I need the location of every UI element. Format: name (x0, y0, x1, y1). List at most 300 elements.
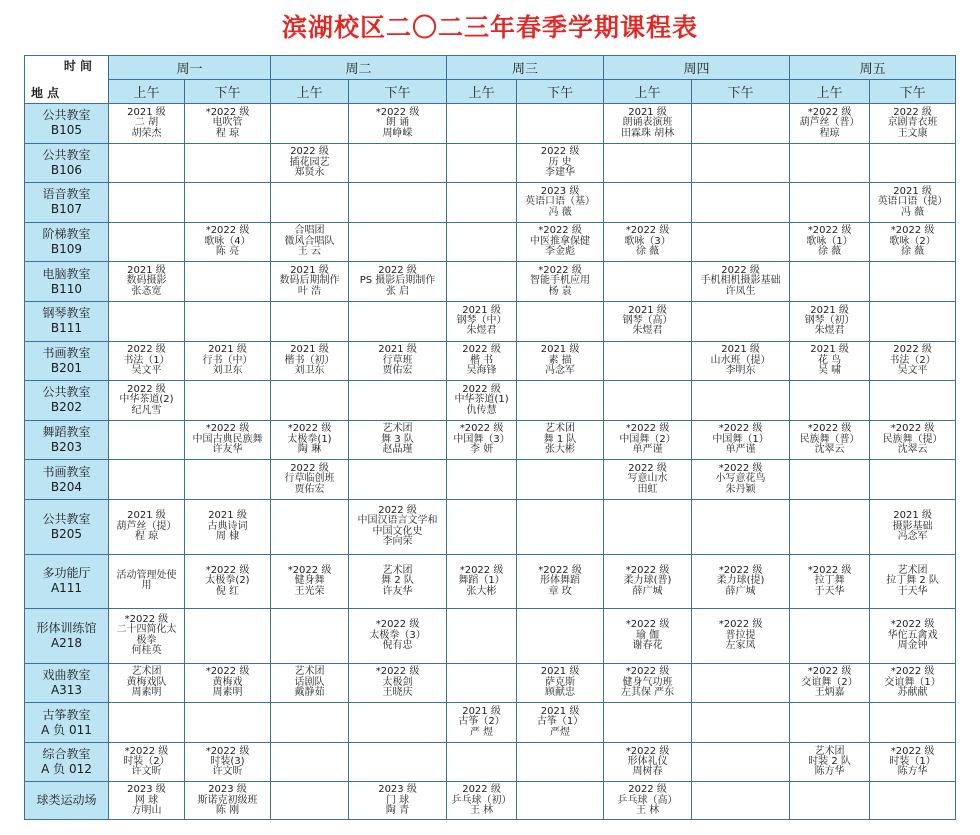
course-line: 电吹管 (212, 117, 243, 129)
course-line: 严煜 (550, 726, 571, 738)
course-line: 2022 级 (462, 784, 501, 796)
course-cell (185, 663, 271, 703)
course-cell (271, 554, 349, 609)
course-line: 太极拳(1) (287, 433, 332, 445)
course-cell (870, 663, 956, 703)
course-line: 仇传慧 (466, 404, 497, 416)
course-cell (109, 262, 185, 302)
course-line: *2022 级 (375, 666, 420, 678)
course-cell (790, 341, 870, 381)
course-line: 二十四简化太 (116, 624, 177, 636)
room-cell (25, 301, 109, 341)
course-line: 陈 刚 (215, 804, 240, 816)
room-label: B202 (50, 400, 83, 415)
course-cell (109, 143, 185, 183)
course-cell (604, 143, 692, 183)
course-line: 艺术团 (814, 745, 845, 757)
course-cell (517, 460, 604, 500)
course-line: 李建华 (545, 167, 576, 179)
course-cell (447, 782, 517, 820)
course-line: 许文昕 (212, 766, 243, 778)
course-cell (349, 460, 447, 500)
course-line: 左其保 严东 (620, 687, 675, 699)
course-line: 2022 级 (628, 784, 667, 796)
room-label: B105 (50, 123, 83, 138)
course-cell (604, 554, 692, 609)
course-line: 吴文平 (131, 365, 162, 377)
course-line: 程琼 (819, 127, 840, 139)
course-line: 许友华 (212, 444, 243, 456)
course-line: 2022 级 (290, 463, 329, 475)
course-line: 书法（2） (889, 354, 936, 366)
room-label: B109 (50, 242, 83, 257)
corner-place-label: 地 点 (31, 86, 60, 100)
course-cell (790, 381, 870, 421)
course-line: 中国古典民族舞 (192, 433, 263, 445)
course-line: *2022 级 (124, 745, 169, 757)
course-line: 王晓庆 (382, 687, 413, 699)
course-line: 朱煜君 (632, 325, 663, 337)
course-line: 李 妍 (469, 444, 494, 456)
course-line: *2022 级 (718, 423, 763, 435)
course-line: 王 林 (635, 804, 660, 816)
course-line: 微风合唱队 (284, 235, 335, 247)
course-cell (447, 222, 517, 262)
course-line: *2022 级 (890, 619, 935, 631)
course-cell (349, 609, 447, 664)
course-line: 2021 级 (628, 106, 667, 118)
course-line: 2022 级 (127, 344, 166, 356)
course-line: 中医推拿保健 (530, 235, 591, 247)
course-line: 2021 级 (208, 344, 247, 356)
day-header-thu: 周四 (604, 56, 790, 80)
table-row (25, 301, 956, 341)
course-line: 写意山水 (627, 473, 668, 485)
half-day-header: 上午 (604, 80, 692, 104)
course-line: 朗 诵 (385, 117, 410, 129)
course-cell (109, 554, 185, 609)
course-cell (185, 782, 271, 820)
course-cell (870, 341, 956, 381)
course-line: *2022 级 (538, 564, 582, 576)
course-cell (517, 609, 604, 664)
course-cell (517, 381, 604, 421)
course-cell (349, 663, 447, 703)
course-cell (349, 183, 447, 223)
course-line: *2022 级 (205, 423, 250, 435)
course-cell (870, 554, 956, 609)
course-cell (185, 143, 271, 183)
room-cell (25, 143, 109, 183)
course-cell (349, 499, 447, 554)
room-cell (25, 782, 109, 820)
course-cell (271, 262, 349, 302)
room-label: 古筝教室 (42, 707, 91, 722)
room-label: 球类运动场 (36, 793, 97, 808)
course-line: 于天华 (897, 585, 928, 597)
table-row (25, 742, 956, 782)
course-cell (692, 104, 790, 144)
room-cell (25, 420, 109, 460)
course-line: 时装（2） (123, 755, 170, 767)
course-line: *2022 级 (538, 225, 582, 237)
course-cell (185, 104, 271, 144)
course-cell (271, 381, 349, 421)
course-cell (517, 554, 604, 609)
room-label: B203 (50, 440, 83, 455)
course-line: 钢琴（中） (456, 315, 507, 327)
course-line: 周金钟 (897, 640, 928, 652)
course-cell (604, 460, 692, 500)
room-label: B107 (50, 202, 83, 217)
course-cell (790, 554, 870, 609)
course-cell (447, 143, 517, 183)
course-line: 徐 薇 (635, 246, 660, 258)
course-line: 严 煜 (469, 726, 494, 738)
course-cell (604, 262, 692, 302)
course-line: 交谊舞（1） (884, 676, 941, 688)
course-cell (517, 222, 604, 262)
course-line: 陈 亮 (215, 246, 240, 258)
course-line: 萨克斯 (545, 676, 576, 688)
room-label: 电脑教室 (42, 266, 91, 281)
course-cell (447, 183, 517, 223)
course-cell (271, 460, 349, 500)
course-line: *2022 级 (625, 564, 670, 576)
course-line: 陈方华 (897, 766, 928, 778)
course-line: *2022 级 (625, 619, 670, 631)
course-line: 形体礼仪 (627, 755, 668, 767)
course-cell (349, 262, 447, 302)
course-line: 方明山 (131, 804, 162, 816)
course-line: 2021 级 (208, 510, 247, 522)
course-cell (349, 420, 447, 460)
course-cell (185, 341, 271, 381)
course-cell (604, 499, 692, 554)
day-header-mon: 周一 (109, 56, 271, 80)
room-label: 戏曲教室 (42, 667, 91, 682)
room-label: A313 (50, 682, 83, 697)
room-label: B204 (50, 479, 83, 494)
course-line: 顾献忠 (545, 687, 576, 699)
room-label: 多功能厅 (42, 566, 91, 581)
course-line: *2022 级 (205, 564, 250, 576)
course-line: 话剧队 (294, 676, 325, 688)
course-cell (185, 262, 271, 302)
course-line: 周树春 (632, 766, 663, 778)
course-line: *2022 级 (718, 564, 763, 576)
course-line: 倪 红 (215, 585, 240, 597)
course-cell (109, 609, 185, 664)
course-line: 太极拳(2) (205, 575, 250, 587)
course-line: 葫芦丝（普） (799, 117, 860, 129)
room-label: 舞蹈教室 (42, 425, 91, 440)
room-label: B111 (50, 321, 83, 336)
course-line: 中国汉语言文学和 (357, 515, 438, 527)
course-cell (517, 262, 604, 302)
course-cell (185, 183, 271, 223)
room-label: A 负 011 (41, 722, 92, 737)
course-line: 合唱团 (294, 225, 325, 237)
course-line: 李明东 (725, 365, 756, 377)
course-line: 陶 青 (385, 804, 410, 816)
course-cell (271, 742, 349, 782)
course-cell (517, 499, 604, 554)
course-line: 楷书（初） (284, 354, 335, 366)
course-line: 歌咏（1） (806, 235, 853, 247)
course-line: *2022 级 (807, 225, 852, 237)
course-cell (604, 663, 692, 703)
room-cell (25, 460, 109, 500)
course-line: 拉丁舞 2 队 (886, 575, 939, 587)
course-cell (604, 183, 692, 223)
course-line: 冯 薇 (548, 206, 572, 218)
course-line: 2022 级 (893, 344, 932, 356)
course-cell (692, 222, 790, 262)
half-day-header: 下午 (870, 80, 956, 104)
course-cell (604, 420, 692, 460)
course-line: 徐 薇 (900, 246, 925, 258)
course-line: 沈翠云 (897, 444, 928, 456)
course-cell (604, 222, 692, 262)
course-cell (109, 104, 185, 144)
course-line: 戴静茹 (294, 687, 325, 699)
course-cell (790, 703, 870, 743)
course-line: 2022 级 (462, 344, 501, 356)
course-cell (517, 183, 604, 223)
room-label: 公共教室 (42, 147, 91, 162)
course-line: 2023 级 (127, 784, 166, 796)
course-cell (109, 222, 185, 262)
course-cell (790, 609, 870, 664)
course-cell (271, 104, 349, 144)
day-header-tue: 周二 (271, 56, 447, 80)
course-cell (109, 381, 185, 421)
course-line: 徐 薇 (817, 246, 842, 258)
course-cell (790, 663, 870, 703)
course-cell (517, 782, 604, 820)
course-line: 田霖珠 胡林 (620, 127, 675, 139)
room-label: 语音教室 (42, 187, 91, 202)
course-cell (271, 301, 349, 341)
course-line: 吴海锋 (466, 365, 497, 377)
course-cell (109, 460, 185, 500)
course-cell (870, 609, 956, 664)
course-cell (604, 104, 692, 144)
course-cell (349, 381, 447, 421)
course-line: 2023 级 (208, 784, 247, 796)
course-cell (349, 742, 447, 782)
course-line: 2022 级 (290, 146, 329, 158)
course-line: 网 球 (134, 794, 159, 806)
course-line: 周 棣 (215, 530, 240, 542)
course-line: 楷 书 (469, 354, 494, 366)
course-line: 贾佑宏 (382, 365, 413, 377)
course-cell (692, 609, 790, 664)
course-cell (790, 499, 870, 554)
course-line: *2022 级 (718, 619, 763, 631)
course-line: 艺术团 (545, 423, 576, 435)
course-line: 钢琴（高） (622, 315, 673, 327)
page-title: 滨湖校区二〇二三年春季学期课程表 (281, 13, 698, 42)
course-line: 冯 薇 (900, 206, 925, 218)
table-row (25, 554, 956, 609)
room-label: 阶梯教室 (42, 227, 91, 242)
course-cell (790, 222, 870, 262)
course-cell (447, 499, 517, 554)
course-cell (692, 183, 790, 223)
course-line: 黄梅戏队 (126, 676, 167, 688)
course-cell (185, 703, 271, 743)
course-line: 2021 级 (540, 705, 580, 717)
course-cell (109, 663, 185, 703)
course-line: 许友华 (382, 585, 413, 597)
course-cell (447, 460, 517, 500)
half-day-header: 下午 (349, 80, 447, 104)
course-cell (692, 420, 790, 460)
room-label: A111 (50, 581, 83, 596)
course-cell (349, 341, 447, 381)
course-cell (447, 262, 517, 302)
course-line: 朱煜君 (466, 325, 497, 337)
course-line: 健身舞 (294, 575, 325, 587)
course-line: 花 鸟 (817, 354, 842, 366)
course-cell (447, 301, 517, 341)
course-line: 民族舞（普） (799, 433, 860, 445)
course-cell (870, 782, 956, 820)
course-line: 英语口语（基） (525, 196, 596, 208)
course-line: 舞 2 队 (381, 575, 414, 587)
course-cell (790, 262, 870, 302)
course-line: 门 球 (385, 794, 410, 806)
room-label: 公共教室 (42, 511, 91, 526)
course-line: *2022 级 (807, 106, 852, 118)
course-cell (517, 301, 604, 341)
course-line: *2022 级 (890, 745, 935, 757)
course-line: 舞 1 队 (543, 433, 577, 445)
room-label: A218 (50, 635, 83, 650)
course-cell (604, 742, 692, 782)
course-line: 中华茶道(2) (119, 394, 174, 406)
course-cell (517, 663, 604, 703)
half-day-header: 上午 (271, 80, 349, 104)
course-line: 程 琼 (215, 127, 240, 139)
day-header-fri: 周五 (790, 56, 956, 80)
course-cell (870, 742, 956, 782)
course-cell (517, 420, 604, 460)
course-line: 歌咏（3） (624, 235, 671, 247)
course-cell (185, 499, 271, 554)
table-row (25, 460, 956, 500)
course-cell (604, 301, 692, 341)
course-line: *2022 级 (205, 225, 250, 237)
course-line: 赵晶瑾 (382, 444, 413, 456)
course-line: 葫芦丝（提） (116, 520, 177, 532)
course-line: *2022 级 (124, 614, 169, 626)
room-label: B205 (50, 526, 83, 541)
course-line: 冯念军 (897, 530, 928, 542)
course-line: 黄梅戏 (212, 676, 243, 688)
course-line: 李向荣 (382, 536, 413, 548)
table-row (25, 183, 956, 223)
course-line: 古筝（1） (536, 716, 584, 728)
course-line: 苏献献 (897, 687, 928, 699)
schedule-body (25, 104, 956, 820)
room-label: A 负 012 (41, 762, 92, 777)
course-line: 舞蹈（1） (458, 575, 505, 587)
course-line: 手机相机摄影基础 (700, 275, 781, 287)
room-label: 公共教室 (42, 108, 91, 123)
course-cell (271, 703, 349, 743)
course-line: 健身气功班 (622, 676, 673, 688)
table-row (25, 782, 956, 820)
course-cell (349, 703, 447, 743)
course-line: 2021 级 (893, 510, 932, 522)
course-line: 朱丹颖 (725, 483, 756, 495)
course-line: 柔力球(提) (716, 575, 765, 587)
room-label: B110 (50, 281, 83, 296)
room-label: B106 (50, 162, 83, 177)
course-line: *2022 级 (205, 106, 250, 118)
course-line: 郑贤永 (294, 167, 325, 179)
course-cell (271, 782, 349, 820)
course-line: *2022 级 (625, 423, 670, 435)
course-line: 艺术团 (897, 564, 928, 576)
room-label: 钢琴教室 (42, 306, 91, 321)
course-cell (349, 301, 447, 341)
course-cell (447, 104, 517, 144)
course-cell (604, 341, 692, 381)
course-cell (447, 742, 517, 782)
course-cell (790, 420, 870, 460)
course-line: 中华茶道(1) (454, 394, 509, 406)
course-line: *2022 级 (287, 423, 332, 435)
half-day-header: 上午 (109, 80, 185, 104)
course-line: 2021 级 (290, 344, 329, 356)
course-cell (447, 341, 517, 381)
course-cell (870, 420, 956, 460)
course-cell (692, 782, 790, 820)
course-line: 数码摄影 (126, 275, 167, 287)
course-line: 纪凡雪 (131, 404, 162, 416)
course-line: 吴文平 (897, 365, 928, 377)
table-row (25, 143, 956, 183)
course-cell (692, 381, 790, 421)
course-cell (790, 104, 870, 144)
course-line: 王 林 (469, 804, 494, 816)
table-row (25, 663, 956, 703)
course-line: 张大彬 (466, 585, 497, 597)
course-line: 2022 级 (721, 265, 760, 277)
half-day-header: 下午 (185, 80, 271, 104)
room-cell (25, 222, 109, 262)
course-cell (790, 782, 870, 820)
course-line: *2022 级 (807, 564, 852, 576)
course-cell (109, 301, 185, 341)
course-line: 叶 浩 (297, 285, 322, 297)
course-line: 胡荣杰 (131, 127, 162, 139)
course-line: 左家凤 (725, 640, 756, 652)
course-line: 中国文化史 (372, 525, 423, 537)
course-line: 艺术团 (294, 666, 325, 678)
course-line: 薛广城 (725, 585, 756, 597)
course-line: 刘卫东 (294, 365, 325, 377)
course-cell (517, 703, 604, 743)
room-label: 书画教室 (42, 464, 91, 479)
course-line: 张大彬 (545, 444, 576, 456)
room-cell (25, 104, 109, 144)
course-cell (109, 742, 185, 782)
